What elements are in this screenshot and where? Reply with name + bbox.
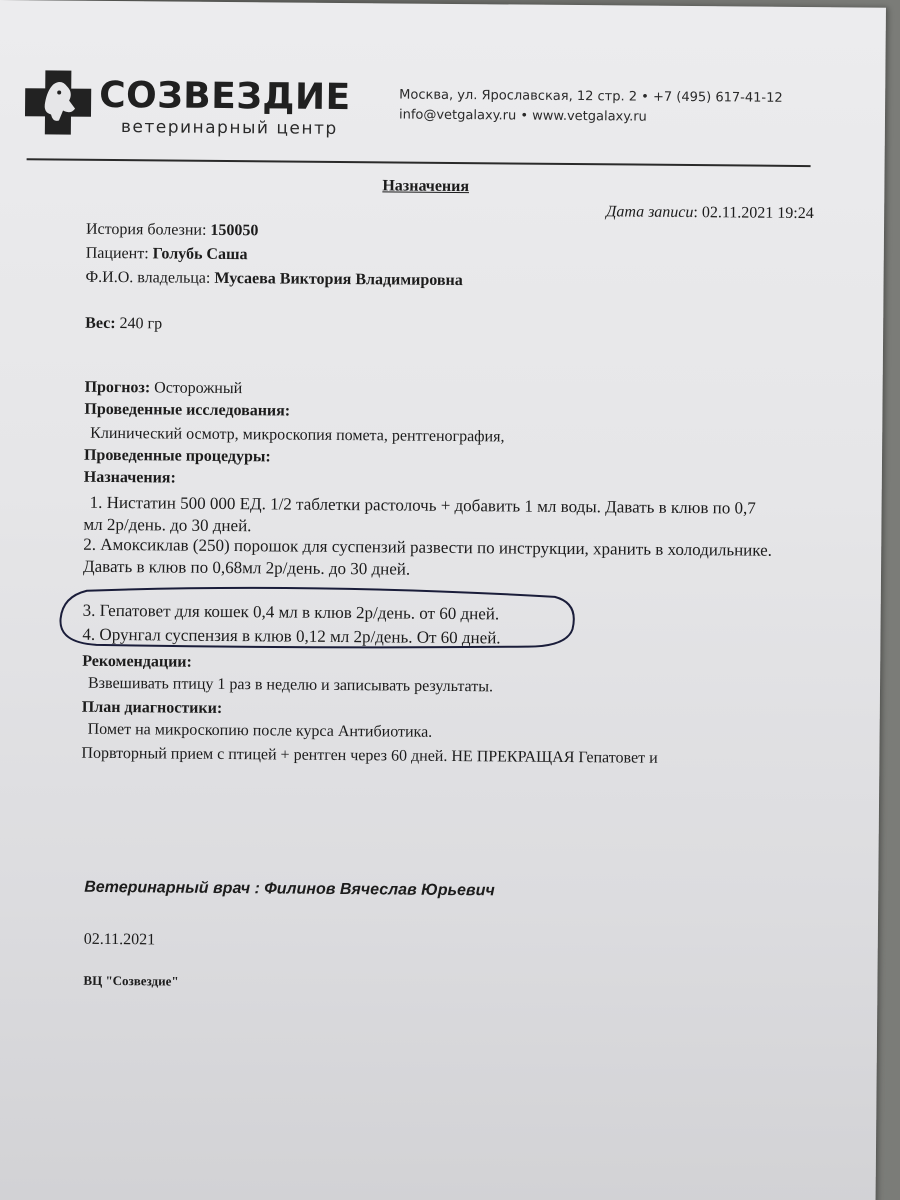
- weight-line: [85, 315, 162, 334]
- rx-line-2: 2. Амоксиклав (250) порошок для суспензий развести по инструкции, хранить в холодильнике.: [83, 534, 773, 560]
- rx-line-2-cont: Давать в клюв по 0,68мл 2р/день. до 30 дней.: [82, 556, 411, 579]
- pen-circle-annotation: [56, 585, 577, 652]
- clinic-logo: [23, 68, 354, 141]
- header-divider: [27, 158, 811, 167]
- clinic-contacts: [399, 85, 783, 128]
- document-title: Назначения: [382, 177, 470, 196]
- patient-line: [86, 245, 248, 264]
- research-text: Клинический осмотр, микроскопия помета, рентгенография,: [90, 424, 505, 446]
- recommendations-text: Взвешивать птицу 1 раз в неделю и записывать результаты.: [87, 674, 494, 696]
- clinic-name: СОЗВЕЗДИЕ: [98, 74, 351, 119]
- diagnostics-heading: План диагностики:: [81, 698, 223, 717]
- document-date: 02.11.2021: [83, 930, 156, 949]
- diagnostics-line-1: Помет на микроскопию после курса Антибиотика.: [87, 720, 433, 741]
- prognosis-label: Прогноз:: [84, 378, 151, 397]
- procedures-heading: Проведенные процедуры:: [83, 446, 271, 466]
- rx-line-1: 1. Нистатин 500 000 ЕД. 1/2 таблетки растолочь + добавить 1 мл воды. Давать в клюв по 0,7: [89, 492, 756, 518]
- doctor-signature-line: [84, 879, 495, 901]
- research-heading: Проведенные исследования:: [84, 400, 291, 420]
- doctor-name: Филинов Вячеслав Юрьевич: [264, 880, 495, 900]
- clinic-subtitle: ветеринарный центр: [120, 117, 338, 139]
- history-label: История болезни:: [85, 220, 211, 239]
- doctor-label: Ветеринарный врач :: [84, 878, 265, 898]
- prognosis-value: Осторожный: [150, 379, 243, 398]
- owner-line: [86, 269, 463, 290]
- weight-value: 240 гр: [115, 315, 163, 333]
- owner-label: Ф.И.О. владельца:: [85, 268, 215, 287]
- history-line: [86, 221, 259, 241]
- cross-with-dog-icon: [23, 68, 94, 137]
- record-date: [606, 203, 814, 223]
- patient-label: Пациент:: [85, 244, 153, 263]
- clinic-email-site: info@vetgalaxy.ru • www.vetgalaxy.ru: [398, 107, 647, 125]
- owner-value: Мусаева Виктория Владимировна: [214, 269, 463, 290]
- weight-label: Вес:: [85, 314, 116, 333]
- rx-line-4: 4. Орунгал суспензия в клюв 0,12 мл 2р/день. От 60 дней.: [82, 624, 501, 648]
- clinic-org-name: ВЦ "Созвездие": [83, 972, 179, 989]
- rx-line-3: 3. Гепатовет для кошек 0,4 мл в клюв 2р/день. от 60 дней.: [82, 600, 500, 624]
- record-date-label: Дата записи: [606, 203, 694, 222]
- rx-line-1-cont: мл 2р/день. до 30 дней.: [83, 514, 252, 536]
- diagnostics-line-2: Порвторный прием с птицей + рентген через 60 дней. НЕ ПРЕКРАЩАЯ Гепатовет и: [81, 744, 658, 767]
- prognosis-line: [85, 379, 243, 398]
- patient-value: Голубь Саша: [152, 245, 248, 264]
- recommendations-heading: Рекомендации:: [82, 652, 192, 671]
- clinic-address-phone: Москва, ул. Ярославская, 12 стр. 2 • +7 (495) 617-41-12: [399, 87, 783, 106]
- history-value: 150050: [210, 221, 259, 240]
- record-date-value: : 02.11.2021 19:24: [693, 204, 814, 223]
- prescriptions-heading: Назначения:: [83, 468, 176, 487]
